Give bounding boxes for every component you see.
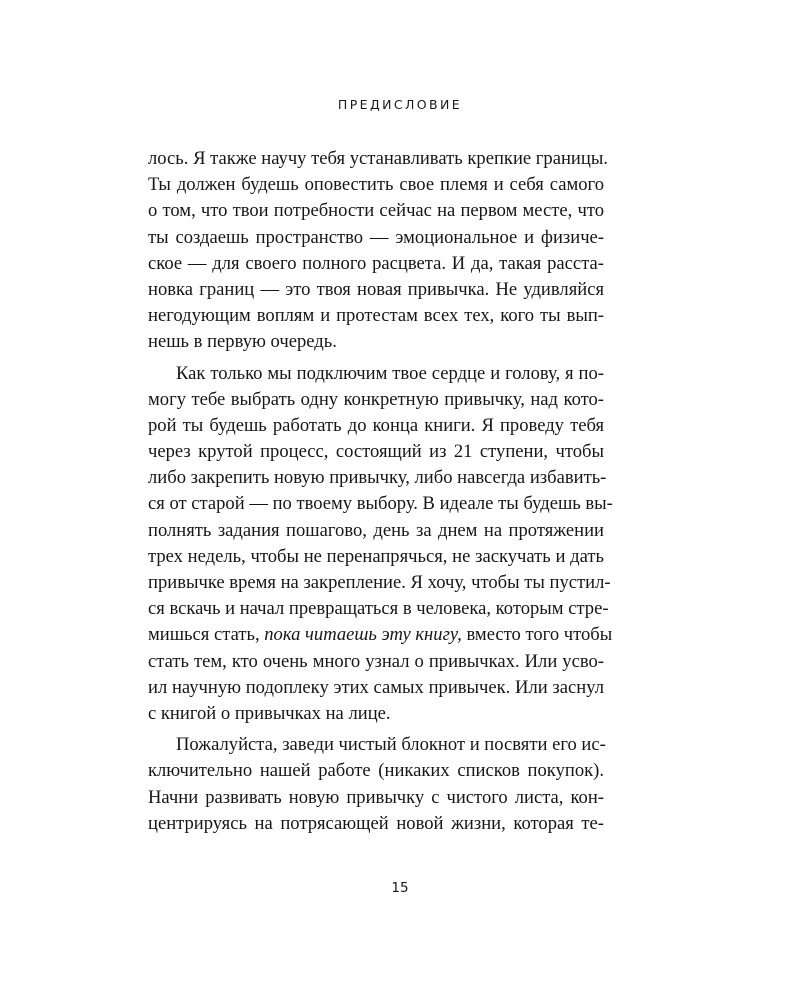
running-head: ПРЕДИСЛОВИЕ	[337, 97, 463, 112]
text-line: ил научную подоплеку этих самых привычек. Или заснул	[148, 676, 604, 698]
text-line: лось. Я также научу тебя устанавливать крепкие границы.	[148, 148, 608, 169]
page-number: 15	[391, 880, 409, 896]
text-line: ты создаешь пространство — эмоциональное и физиче-	[148, 226, 604, 248]
text-line: о том, что твои потребности сейчас на первом месте, что	[148, 200, 604, 222]
text-line: новка границ — это твоя новая привычка. Не удивляйся	[148, 278, 604, 300]
text-line: привычке время на закрепление. Я хочу, чтобы ты пустил-	[148, 572, 611, 593]
text-line: с книгой о привычках на лице.	[148, 702, 391, 724]
text-fragment: вместо того чтобы	[466, 624, 613, 646]
text-line: ся от старой — по твоему выбору. В идеале ты будешь вы-	[148, 493, 613, 515]
italic-phrase: пока читаешь эту книгу,	[264, 624, 462, 646]
body-text	[148, 146, 613, 837]
text-line: ключительно нашей работе (никаких списков покупок).	[148, 760, 604, 782]
text-line: рой ты будешь работать до конца книги. Я проведу тебя	[148, 414, 604, 436]
text-line: могу тебе выбрать одну конкретную привычку, над кото-	[148, 388, 604, 410]
text-line: нешь в первую очередь.	[148, 331, 337, 353]
text-line: через крутой процесс, состоящий из 21 ступени, чтобы	[148, 441, 604, 463]
text-line: либо закрепить новую привычку, либо навсегда избавить-	[148, 467, 607, 489]
text-line: центрируясь на потрясающей новой жизни, которая те-	[148, 812, 604, 834]
text-fragment: мишься стать,	[148, 624, 265, 646]
text-line: Пожалуйста, заведи чистый блокнот и посвяти его ис-	[176, 734, 606, 756]
text-line: Начни развивать новую привычку с чистого листа, кон-	[148, 786, 604, 808]
text-line: Ты должен будешь оповестить свое племя и себя самого	[148, 174, 604, 196]
text-line: ся вскачь и начал превращаться в человека, которым стре-	[148, 598, 609, 620]
text-line: трех недель, чтобы не перенапрячься, не заскучать и дать	[148, 545, 604, 567]
text-line: ское — для своего полного расцвета. И да, такая расста-	[148, 252, 604, 274]
text-line	[148, 622, 613, 648]
text-line: негодующим воплям и протестам всех тех, кого ты вып-	[148, 305, 604, 327]
text-line: Как только мы подключим твое сердце и голову, я по-	[176, 362, 604, 384]
text-line: стать тем, кто очень много узнал о привычках. Или усво-	[148, 650, 604, 672]
text-line: полнять задания пошагово, день за днем на протяжении	[148, 519, 604, 541]
